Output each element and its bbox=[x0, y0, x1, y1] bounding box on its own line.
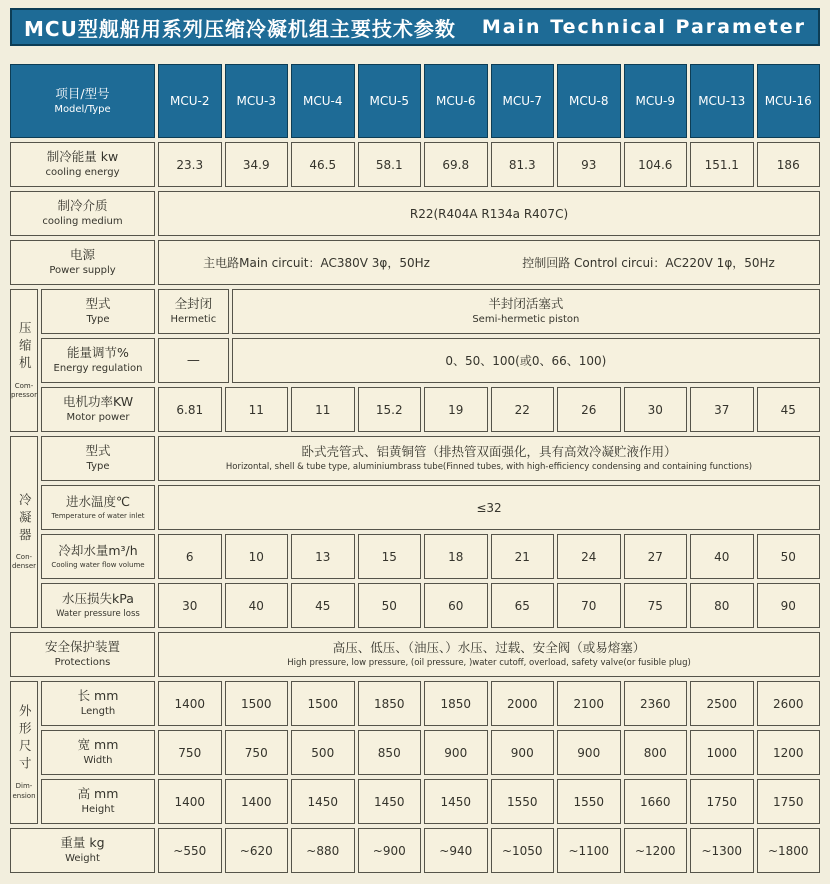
energy-regulation-label bbox=[41, 338, 155, 383]
length-value: 1500 bbox=[225, 681, 289, 726]
water-flow-value: 21 bbox=[491, 534, 555, 579]
width-value: 800 bbox=[624, 730, 688, 775]
weight-label-zh: 重量 kg bbox=[60, 835, 105, 851]
header-model-mcu3: MCU-3 bbox=[225, 64, 289, 138]
pressure-loss-value: 40 bbox=[225, 583, 289, 628]
protections-value-en: High pressure, low pressure, (oil pressure, )water cutoff, overload, safety valve(or fusible plug) bbox=[287, 658, 691, 669]
pressure-loss-value: 75 bbox=[624, 583, 688, 628]
pressure-loss-label-zh: 水压损失kPa bbox=[62, 591, 134, 607]
width-label-en: Width bbox=[83, 755, 113, 767]
compressor-type-rest-zh: 半封闭活塞式 bbox=[488, 296, 564, 312]
water-flow-value: 18 bbox=[424, 534, 488, 579]
cooling-energy-value: 151.1 bbox=[690, 142, 754, 187]
length-value: 2500 bbox=[690, 681, 754, 726]
table-header-row bbox=[10, 64, 820, 138]
pressure-loss-value: 50 bbox=[358, 583, 422, 628]
compressor-rows bbox=[41, 289, 820, 432]
cooling-energy-value: 186 bbox=[757, 142, 821, 187]
weight-value: ~620 bbox=[225, 828, 289, 873]
weight-value: ~1300 bbox=[690, 828, 754, 873]
compressor-type-first bbox=[158, 289, 229, 334]
inlet-temp-row bbox=[41, 485, 820, 530]
width-value: 1000 bbox=[690, 730, 754, 775]
length-value: 1850 bbox=[358, 681, 422, 726]
condenser-type-row bbox=[41, 436, 820, 481]
cooling-energy-value: 69.8 bbox=[424, 142, 488, 187]
protections-value bbox=[158, 632, 820, 677]
height-value: 1400 bbox=[225, 779, 289, 824]
height-value: 1450 bbox=[291, 779, 355, 824]
inlet-temp-label-zh: 进水温度℃ bbox=[65, 494, 131, 510]
condenser-group-label bbox=[10, 436, 38, 628]
header-model-type-cell bbox=[10, 64, 155, 138]
width-value: 900 bbox=[424, 730, 488, 775]
pressure-loss-value: 45 bbox=[291, 583, 355, 628]
width-value: 900 bbox=[557, 730, 621, 775]
protections-row bbox=[10, 632, 820, 677]
water-flow-value: 40 bbox=[690, 534, 754, 579]
pressure-loss-value: 70 bbox=[557, 583, 621, 628]
inlet-temp-value: ≤32 bbox=[158, 485, 820, 530]
motor-power-value: 26 bbox=[557, 387, 621, 432]
motor-power-value: 30 bbox=[624, 387, 688, 432]
height-label-en: Height bbox=[81, 804, 115, 816]
pressure-loss-label-en: Water pressure loss bbox=[56, 609, 140, 620]
compressor-group-label-zh: 压缩机 bbox=[17, 321, 33, 374]
motor-power-value: 37 bbox=[690, 387, 754, 432]
motor-power-label-en: Motor power bbox=[66, 412, 130, 424]
compressor-type-label-zh: 型式 bbox=[85, 296, 111, 312]
height-row bbox=[41, 779, 820, 824]
height-label-zh: 高 mm bbox=[77, 786, 119, 802]
water-flow-value: 13 bbox=[291, 534, 355, 579]
cooling-medium-label-en: cooling medium bbox=[42, 216, 123, 228]
motor-power-label bbox=[41, 387, 155, 432]
cooling-energy-value: 93 bbox=[557, 142, 621, 187]
header-model-type-zh: 项目/型号 bbox=[55, 85, 110, 101]
height-label bbox=[41, 779, 155, 824]
header-model-mcu6: MCU-6 bbox=[424, 64, 488, 138]
header-model-mcu2: MCU-2 bbox=[158, 64, 222, 138]
height-value: 1750 bbox=[757, 779, 821, 824]
header-model-mcu7: MCU-7 bbox=[491, 64, 555, 138]
cooling-medium-value: R22(R404A R134a R407C) bbox=[158, 191, 820, 236]
energy-regulation-row bbox=[41, 338, 820, 383]
cooling-energy-value: 46.5 bbox=[291, 142, 355, 187]
page-title-zh: MCU型舰船用系列压缩冷凝机组主要技术参数 bbox=[24, 16, 456, 41]
compressor-type-first-en: Hermetic bbox=[170, 314, 217, 326]
weight-label bbox=[10, 828, 155, 873]
energy-regulation-rest: 0、50、100(或0、66、100) bbox=[232, 338, 820, 383]
energy-regulation-label-zh: 能量调节% bbox=[67, 345, 129, 361]
motor-power-value: 22 bbox=[491, 387, 555, 432]
length-label bbox=[41, 681, 155, 726]
condenser-type-label-en: Type bbox=[86, 461, 110, 473]
energy-regulation-label-en: Energy regulation bbox=[53, 363, 143, 375]
weight-value: ~1800 bbox=[757, 828, 821, 873]
header-model-type-en: Model/Type bbox=[54, 103, 111, 115]
water-flow-value: 6 bbox=[158, 534, 222, 579]
motor-power-value: 19 bbox=[424, 387, 488, 432]
width-value: 900 bbox=[491, 730, 555, 775]
motor-power-row bbox=[41, 387, 820, 432]
power-supply-label-zh: 电源 bbox=[69, 247, 95, 263]
dimensions-group-label bbox=[10, 681, 38, 824]
spec-table bbox=[10, 64, 820, 873]
width-label bbox=[41, 730, 155, 775]
compressor-type-label-en: Type bbox=[86, 314, 110, 326]
water-flow-label-zh: 冷却水量m³/h bbox=[58, 543, 138, 559]
power-supply-main-circuit: 主电路Main circuit：AC380V 3φ，50Hz bbox=[203, 256, 430, 270]
condenser-type-label-zh: 型式 bbox=[85, 443, 111, 459]
inlet-temp-label-en: Temperature of water inlet bbox=[51, 512, 145, 521]
energy-regulation-first: — bbox=[158, 338, 229, 383]
width-label-zh: 宽 mm bbox=[77, 737, 119, 753]
weight-value: ~550 bbox=[158, 828, 222, 873]
condenser-type-value bbox=[158, 436, 820, 481]
water-flow-value: 24 bbox=[557, 534, 621, 579]
length-value: 2360 bbox=[624, 681, 688, 726]
cooling-energy-value: 81.3 bbox=[491, 142, 555, 187]
condenser-type-value-en: Horizontal, shell & tube type, aluminiumbrass tube(Finned tubes, with high-efficiency condensing and containing functions) bbox=[225, 462, 753, 473]
height-value: 1550 bbox=[557, 779, 621, 824]
condenser-section bbox=[10, 436, 820, 628]
dimensions-group-label-en: Dim-ension bbox=[12, 782, 36, 800]
protections-label-zh: 安全保护装置 bbox=[44, 639, 120, 655]
weight-row bbox=[10, 828, 820, 873]
power-supply-value bbox=[158, 240, 820, 285]
width-value: 750 bbox=[158, 730, 222, 775]
motor-power-label-zh: 电机功率KW bbox=[62, 394, 134, 410]
height-value: 1400 bbox=[158, 779, 222, 824]
pressure-loss-value: 60 bbox=[424, 583, 488, 628]
dimensions-rows bbox=[41, 681, 820, 824]
weight-value: ~900 bbox=[358, 828, 422, 873]
condenser-group-label-en: Con-denser bbox=[11, 553, 37, 571]
weight-value: ~1100 bbox=[557, 828, 621, 873]
length-row bbox=[41, 681, 820, 726]
compressor-type-row bbox=[41, 289, 820, 334]
length-value: 2600 bbox=[757, 681, 821, 726]
motor-power-value: 11 bbox=[225, 387, 289, 432]
cooling-energy-value: 34.9 bbox=[225, 142, 289, 187]
water-flow-value: 10 bbox=[225, 534, 289, 579]
width-value: 1200 bbox=[757, 730, 821, 775]
power-supply-row bbox=[10, 240, 820, 285]
height-value: 1450 bbox=[424, 779, 488, 824]
compressor-type-rest bbox=[232, 289, 820, 334]
pressure-loss-label bbox=[41, 583, 155, 628]
header-model-mcu5: MCU-5 bbox=[358, 64, 422, 138]
cooling-energy-label bbox=[10, 142, 155, 187]
protections-value-zh: 高压、低压、（油压、）水压、过载、安全阀（或易熔塞） bbox=[332, 640, 646, 656]
power-supply-label bbox=[10, 240, 155, 285]
cooling-medium-label-zh: 制冷介质 bbox=[57, 198, 108, 214]
condenser-type-value-zh: 卧式壳管式、铝黄铜管（排热管双面强化，具有高效冷凝贮液作用） bbox=[301, 444, 677, 460]
compressor-type-first-zh: 全封闭 bbox=[174, 296, 213, 312]
dimensions-group-label-zh: 外形尺寸 bbox=[17, 704, 33, 775]
height-value: 1450 bbox=[358, 779, 422, 824]
weight-value: ~1050 bbox=[491, 828, 555, 873]
header-model-mcu16: MCU-16 bbox=[757, 64, 821, 138]
pressure-loss-value: 30 bbox=[158, 583, 222, 628]
length-label-zh: 长 mm bbox=[77, 688, 119, 704]
length-value: 1500 bbox=[291, 681, 355, 726]
motor-power-value: 6.81 bbox=[158, 387, 222, 432]
condenser-type-label bbox=[41, 436, 155, 481]
cooling-energy-value: 104.6 bbox=[624, 142, 688, 187]
compressor-type-label bbox=[41, 289, 155, 334]
pressure-loss-row bbox=[41, 583, 820, 628]
motor-power-value: 45 bbox=[757, 387, 821, 432]
length-value: 2000 bbox=[491, 681, 555, 726]
condenser-rows bbox=[41, 436, 820, 628]
protections-label bbox=[10, 632, 155, 677]
pressure-loss-value: 80 bbox=[690, 583, 754, 628]
cooling-medium-row bbox=[10, 191, 820, 236]
width-value: 500 bbox=[291, 730, 355, 775]
cooling-energy-row bbox=[10, 142, 820, 187]
height-value: 1550 bbox=[491, 779, 555, 824]
water-flow-value: 15 bbox=[358, 534, 422, 579]
pressure-loss-value: 65 bbox=[491, 583, 555, 628]
compressor-group-label-en: Com-pressor bbox=[11, 381, 37, 399]
weight-value: ~940 bbox=[424, 828, 488, 873]
cooling-medium-label bbox=[10, 191, 155, 236]
water-flow-value: 27 bbox=[624, 534, 688, 579]
compressor-section bbox=[10, 289, 820, 432]
width-value: 750 bbox=[225, 730, 289, 775]
page-title bbox=[10, 8, 820, 46]
dimensions-section bbox=[10, 681, 820, 824]
compressor-group-label bbox=[10, 289, 38, 432]
power-supply-control-circuit: 控制回路 Control circui：AC220V 1φ，50Hz bbox=[522, 256, 775, 270]
cooling-energy-label-en: cooling energy bbox=[45, 167, 120, 179]
water-flow-label bbox=[41, 534, 155, 579]
power-supply-label-en: Power supply bbox=[49, 265, 116, 277]
pressure-loss-value: 90 bbox=[757, 583, 821, 628]
cooling-energy-value: 58.1 bbox=[358, 142, 422, 187]
page-title-en: Main Technical Parameter bbox=[481, 16, 807, 38]
compressor-type-rest-en: Semi-hermetic piston bbox=[472, 314, 580, 326]
weight-label-en: Weight bbox=[65, 853, 100, 865]
width-row bbox=[41, 730, 820, 775]
motor-power-value: 15.2 bbox=[358, 387, 422, 432]
condenser-group-label-zh: 冷凝器 bbox=[17, 492, 33, 546]
water-flow-row bbox=[41, 534, 820, 579]
height-value: 1660 bbox=[624, 779, 688, 824]
width-value: 850 bbox=[358, 730, 422, 775]
length-value: 1400 bbox=[158, 681, 222, 726]
length-value: 2100 bbox=[557, 681, 621, 726]
length-value: 1850 bbox=[424, 681, 488, 726]
weight-value: ~1200 bbox=[624, 828, 688, 873]
protections-label-en: Protections bbox=[54, 657, 111, 669]
header-model-mcu13: MCU-13 bbox=[690, 64, 754, 138]
header-model-mcu9: MCU-9 bbox=[624, 64, 688, 138]
water-flow-label-en: Cooling water flow volume bbox=[51, 561, 145, 570]
weight-value: ~880 bbox=[291, 828, 355, 873]
inlet-temp-label bbox=[41, 485, 155, 530]
header-model-mcu4: MCU-4 bbox=[291, 64, 355, 138]
water-flow-value: 50 bbox=[757, 534, 821, 579]
motor-power-value: 11 bbox=[291, 387, 355, 432]
cooling-energy-value: 23.3 bbox=[158, 142, 222, 187]
cooling-energy-label-zh: 制冷能量 kw bbox=[46, 149, 119, 165]
height-value: 1750 bbox=[690, 779, 754, 824]
header-model-mcu8: MCU-8 bbox=[557, 64, 621, 138]
length-label-en: Length bbox=[80, 706, 116, 718]
